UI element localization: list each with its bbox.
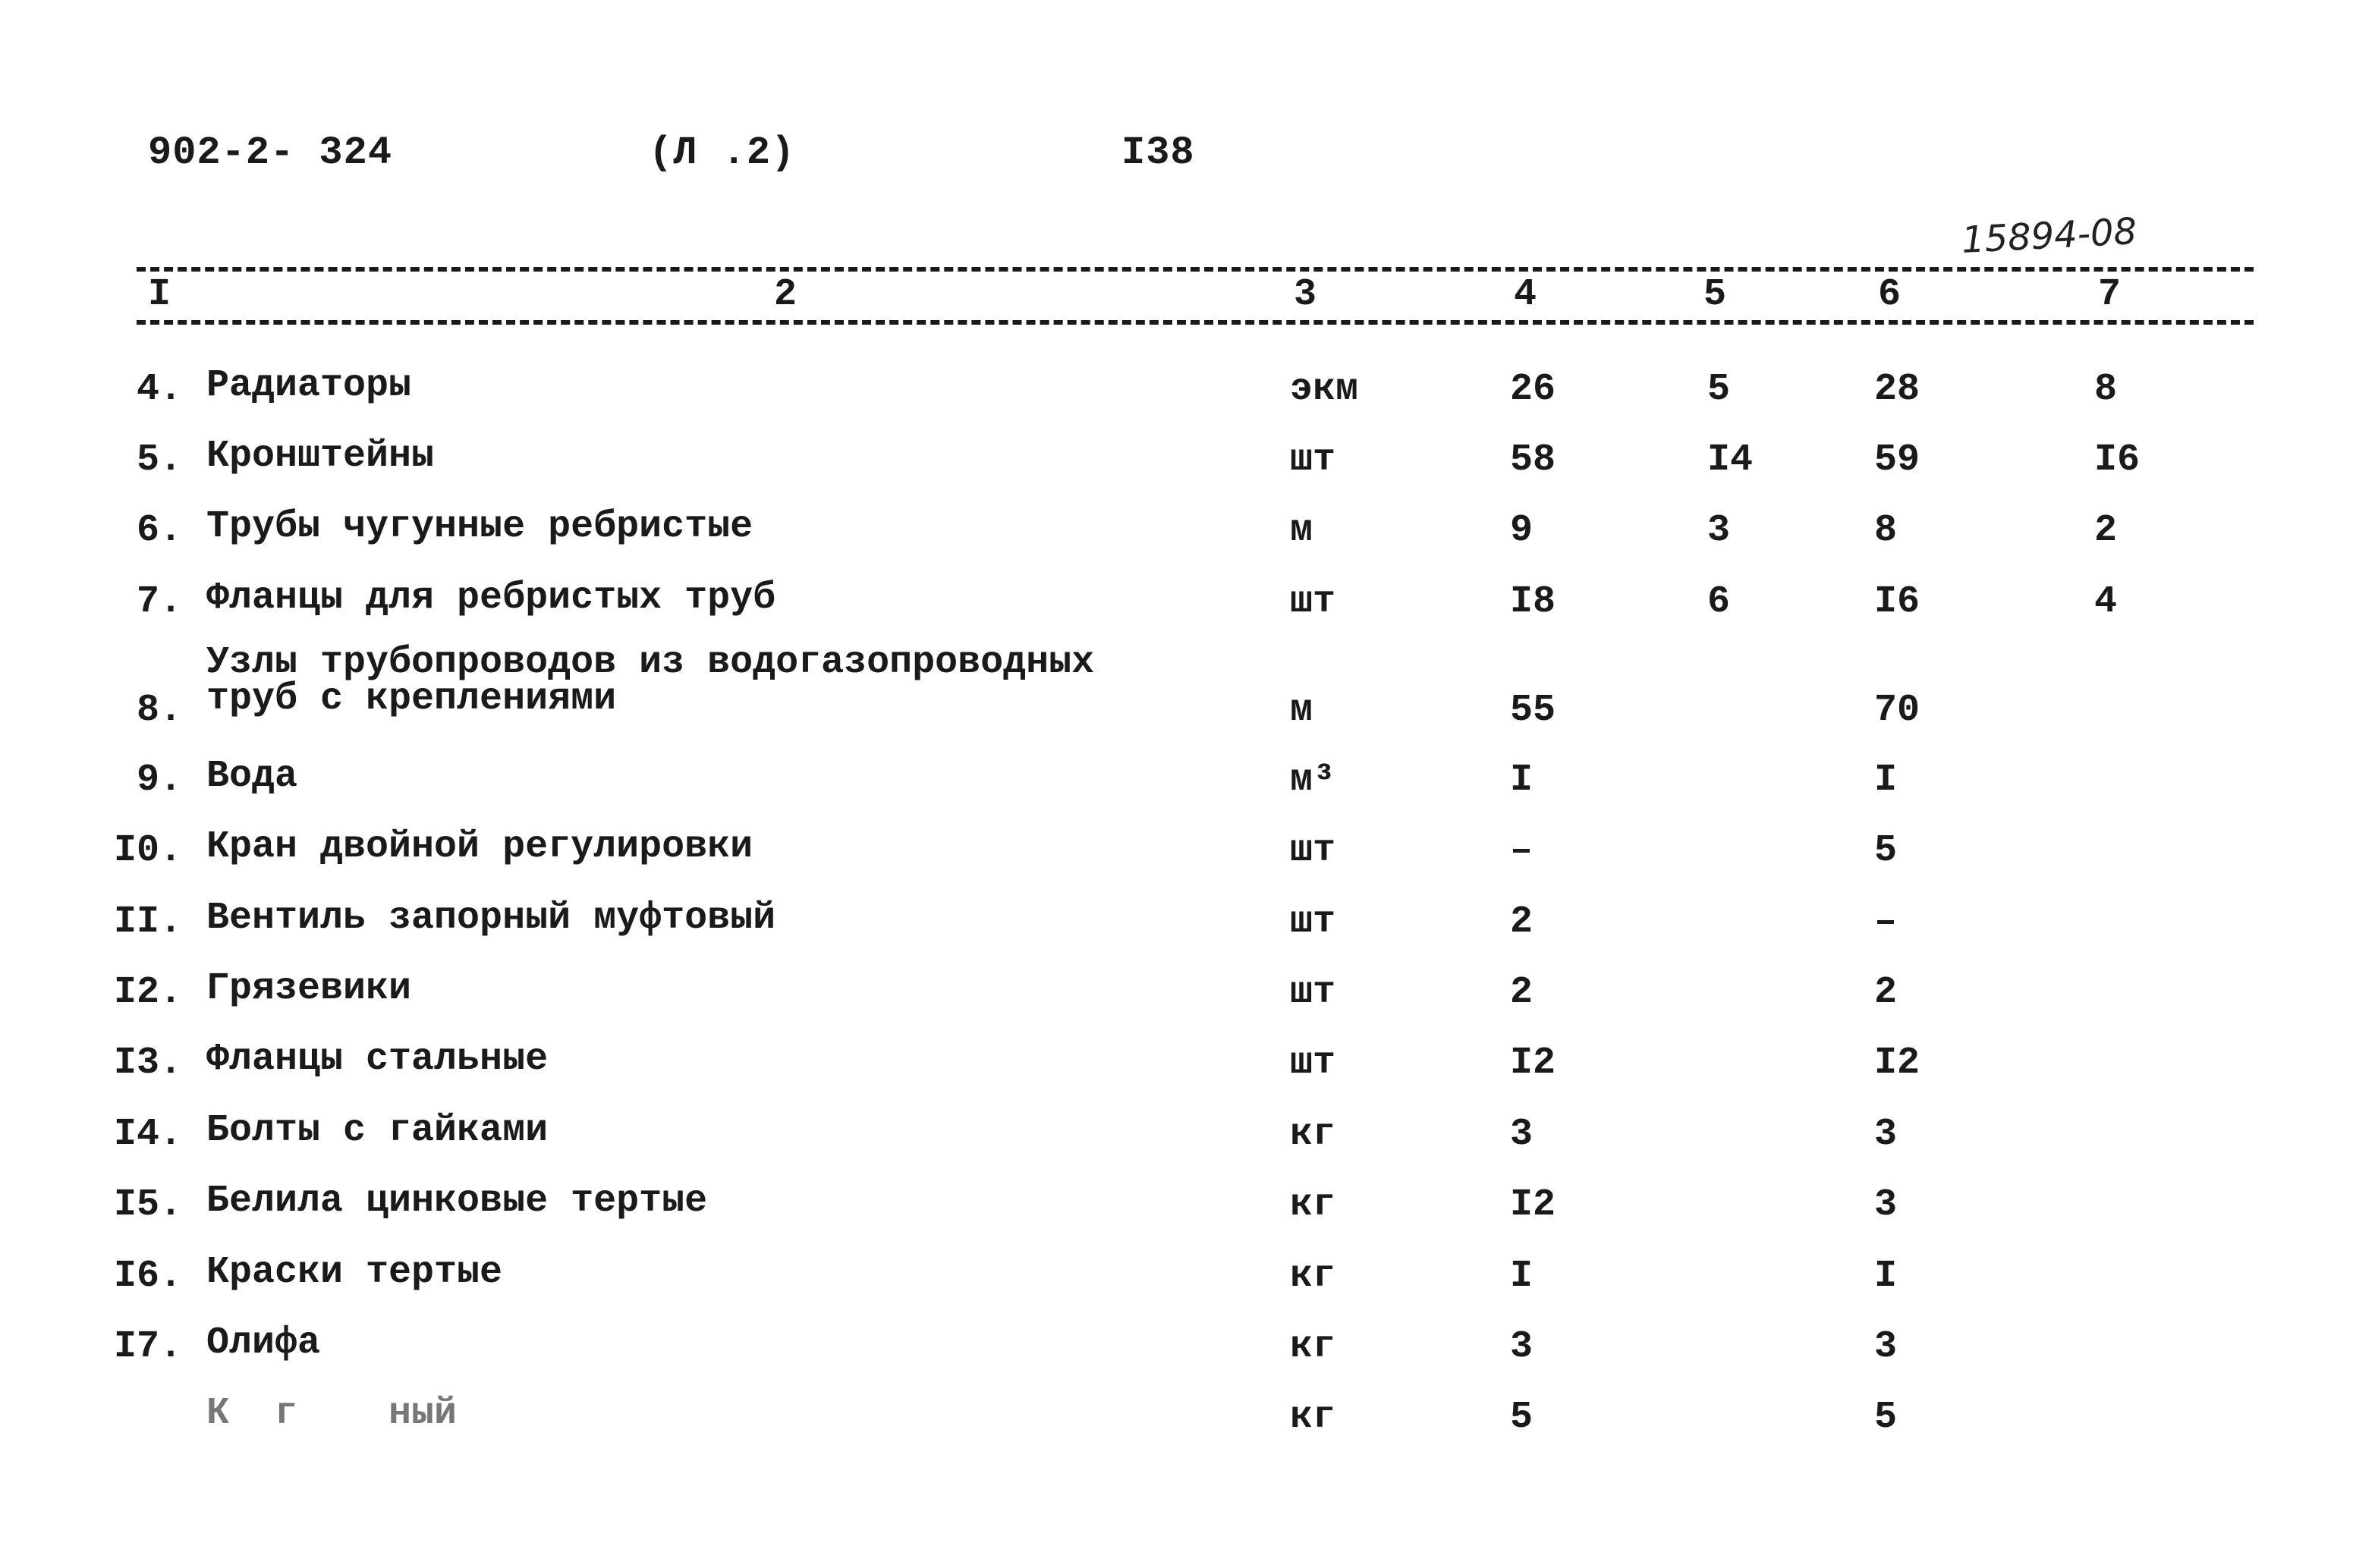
value-col-6: I	[1874, 759, 1898, 802]
unit: шт	[1290, 438, 1336, 482]
header-top-rule	[137, 267, 2254, 272]
doc-code: 902-2- 324	[148, 130, 393, 175]
value-col-4: 9	[1510, 509, 1534, 552]
row-number: I5.	[114, 1183, 183, 1227]
item-name: Белила цинковые тертые	[206, 1180, 708, 1223]
value-col-7: 4	[2094, 580, 2118, 624]
row-number: 7.	[136, 580, 182, 624]
unit: шт	[1290, 580, 1336, 624]
table-row	[0, 641, 2375, 732]
value-col-7: I6	[2094, 438, 2141, 482]
page-number: I38	[1121, 130, 1195, 175]
unit: кг	[1290, 1113, 1336, 1156]
item-name: Фланцы для ребристых труб	[206, 577, 776, 620]
table-row	[0, 755, 2375, 830]
value-col-6: I	[1874, 1255, 1898, 1298]
unit: кг	[1290, 1255, 1336, 1298]
value-col-4: 26	[1510, 368, 1556, 411]
value-col-5: I4	[1707, 438, 1754, 482]
unit: кг	[1290, 1183, 1336, 1227]
value-col-4: –	[1510, 829, 1534, 872]
value-col-4: I2	[1510, 1042, 1556, 1085]
table-row	[0, 364, 2375, 439]
table-row	[0, 897, 2375, 972]
item-name: К г ный	[206, 1392, 458, 1435]
item-name: Болты с гайками	[206, 1109, 549, 1152]
row-number: II.	[114, 900, 183, 944]
unit: шт	[1290, 900, 1336, 944]
value-col-4: I8	[1510, 580, 1556, 624]
unit: кг	[1290, 1325, 1336, 1368]
value-col-4: I2	[1510, 1183, 1556, 1227]
value-col-4: 5	[1510, 1396, 1534, 1439]
value-col-5: 5	[1707, 368, 1731, 411]
unit: шт	[1290, 1042, 1336, 1085]
row-number: I7.	[114, 1325, 183, 1368]
item-name: Фланцы стальные	[206, 1038, 549, 1081]
table-row	[0, 435, 2375, 510]
table-row	[0, 1180, 2375, 1255]
row-number: 9.	[136, 759, 182, 802]
value-col-6: –	[1874, 900, 1898, 944]
unit: кг	[1290, 1396, 1336, 1439]
item-name: Вода	[206, 755, 298, 798]
row-number: 6.	[136, 509, 182, 552]
value-col-6: 59	[1874, 438, 1920, 482]
table-row	[0, 505, 2375, 580]
value-col-5: 3	[1707, 509, 1731, 552]
value-col-6: 5	[1874, 1396, 1898, 1439]
table-row	[0, 1392, 2375, 1467]
row-number: 4.	[136, 368, 182, 411]
value-col-6: 3	[1874, 1113, 1898, 1156]
item-name: Вентиль запорный муфтовый	[206, 897, 776, 940]
table-row	[0, 1109, 2375, 1184]
value-col-5: 6	[1707, 580, 1731, 624]
item-name: Грязевики	[206, 967, 412, 1010]
value-col-4: 55	[1510, 689, 1556, 732]
row-number: I0.	[114, 829, 183, 872]
value-col-4: 3	[1510, 1113, 1534, 1156]
item-name: Краски тертые	[206, 1251, 503, 1294]
unit: экм	[1290, 368, 1359, 411]
value-col-6: I2	[1874, 1042, 1920, 1085]
column-header-2: 2	[774, 273, 797, 316]
header-bottom-rule	[137, 320, 2254, 325]
column-header-1: I	[148, 273, 171, 316]
table-row	[0, 1251, 2375, 1326]
row-number: 8.	[136, 689, 182, 732]
column-header-3: 3	[1294, 273, 1317, 316]
column-header-7: 7	[2098, 273, 2122, 316]
value-col-4: 2	[1510, 971, 1534, 1014]
unit: шт	[1290, 971, 1336, 1014]
item-name: Кронштейны	[206, 435, 435, 478]
value-col-4: I	[1510, 1255, 1534, 1298]
unit: м	[1290, 509, 1313, 552]
value-col-6: I6	[1874, 580, 1920, 624]
value-col-6: 70	[1874, 689, 1920, 732]
table-row	[0, 967, 2375, 1042]
column-header-6: 6	[1878, 273, 1902, 316]
item-name: Узлы трубопроводов из водогазопроводных труб с креплениями	[206, 641, 1095, 721]
table-row	[0, 1321, 2375, 1397]
item-name: Трубы чугунные ребристые	[206, 505, 753, 548]
table-row	[0, 1038, 2375, 1113]
row-number: I6.	[114, 1255, 183, 1298]
item-name: Кран двойной регулировки	[206, 825, 753, 869]
row-number: 5.	[136, 438, 182, 482]
value-col-6: 28	[1874, 368, 1920, 411]
item-name: Радиаторы	[206, 364, 412, 407]
column-header-5: 5	[1703, 273, 1727, 316]
value-col-4: 2	[1510, 900, 1534, 944]
value-col-6: 2	[1874, 971, 1898, 1014]
value-col-4: 58	[1510, 438, 1556, 482]
handwritten-number: 15894-08	[1960, 209, 2138, 262]
value-col-6: 3	[1874, 1183, 1898, 1227]
item-name: Олифа	[206, 1321, 321, 1365]
row-number: I3.	[114, 1042, 183, 1085]
value-col-6: 5	[1874, 829, 1898, 872]
value-col-6: 3	[1874, 1325, 1898, 1368]
value-col-6: 8	[1874, 509, 1898, 552]
row-number: I4.	[114, 1113, 183, 1156]
table-row	[0, 825, 2375, 900]
value-col-7: 2	[2094, 509, 2118, 552]
unit: м³	[1290, 759, 1336, 802]
unit: м	[1290, 689, 1313, 732]
value-col-7: 8	[2094, 368, 2118, 411]
value-col-4: I	[1510, 759, 1534, 802]
unit: шт	[1290, 829, 1336, 872]
row-number: I2.	[114, 971, 183, 1014]
column-header-4: 4	[1514, 273, 1537, 316]
value-col-4: 3	[1510, 1325, 1534, 1368]
sheet-label: (Л .2)	[649, 130, 796, 175]
